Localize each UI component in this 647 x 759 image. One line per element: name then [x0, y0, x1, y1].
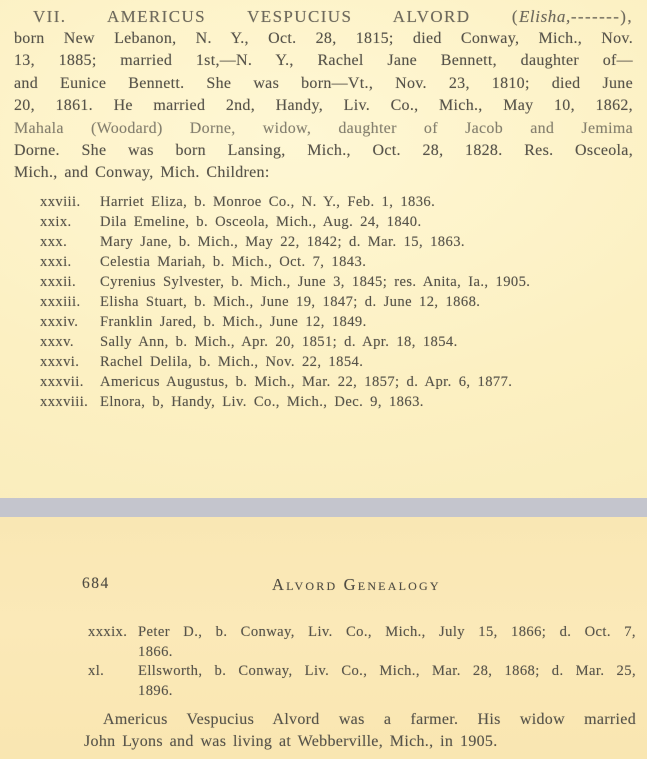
running-header: Alvord Genealogy: [272, 575, 441, 594]
paragraph-line: Americus Vespucius Alvord was a farmer. His widow married: [103, 711, 636, 728]
record-heading-prefix: VII. AMERICUS VESPUCIUS ALVORD (: [33, 7, 519, 26]
child-entry: [88, 662, 636, 701]
entry-line: Peter D., b. Conway, Liv. Co., Mich., July 15, 1866; d. Oct. 7,: [138, 624, 636, 640]
child-entry-text: Sally Ann, b. Mich., Apr. 20, 1851; d. Apr. 18, 1854.: [100, 334, 458, 350]
child-entry: [88, 623, 636, 662]
child-entry: [40, 272, 636, 292]
paragraph-line: 13, 1885; married 1st,—N. Y., Rachel Jane Bennett, daughter of—: [14, 52, 633, 70]
paragraph-line: Mich., and Conway, Mich. Children:: [14, 164, 270, 182]
child-entry-text: Cyrenius Sylvester, b. Mich., June 3, 1845; res. Anita, Ia., 1905.: [100, 274, 531, 290]
entry-line-continuation: 1866.: [138, 643, 173, 660]
child-roman-numeral: xxxix.: [88, 624, 128, 640]
child-roman-numeral: xxix.: [40, 214, 72, 230]
entry-line: Ellsworth, b. Conway, Liv. Co., Mich., Mar. 28, 1868; d. Mar. 25,: [138, 663, 636, 679]
page-number: 684: [82, 575, 110, 592]
record-heading-suffix: -------),: [570, 7, 633, 26]
child-entry-text: Elnora, b, Handy, Liv. Co., Mich., Dec. 9, 1863.: [100, 394, 424, 410]
child-entry-text: [138, 662, 636, 701]
paragraph-line: John Lyons and was living at Webberville, Mich., in 1905.: [84, 733, 498, 750]
child-entry: [40, 352, 636, 372]
child-entry-text: Franklin Jared, b. Mich., June 12, 1849.: [100, 314, 367, 330]
child-entry: [40, 312, 636, 332]
child-entry: [40, 212, 636, 232]
child-roman-numeral: xxxvi.: [40, 354, 80, 370]
child-entry: [40, 332, 636, 352]
child-roman-numeral: xxxviii.: [40, 394, 89, 410]
child-roman-numeral: xxxii.: [40, 274, 77, 290]
child-entry-text: Americus Augustus, b. Mich., Mar. 22, 1857; d. Apr. 6, 1877.: [100, 374, 513, 390]
child-roman-numeral: xxxv.: [40, 334, 74, 350]
children-list-continued: [88, 623, 636, 701]
child-entry-text: Rachel Delila, b. Mich., Nov. 22, 1854.: [100, 354, 364, 370]
child-roman-numeral: xxxiv.: [40, 314, 79, 330]
child-entry: [40, 192, 636, 212]
child-entry: [40, 292, 636, 312]
paragraph-line: Dorne. She was born Lansing, Mich., Oct. 28, 1828. Res. Osceola,: [14, 142, 633, 160]
child-entry: [40, 372, 636, 392]
entry-line-continuation: 1896.: [138, 682, 173, 699]
children-list: [40, 192, 636, 412]
child-entry-text: [138, 623, 636, 662]
child-roman-numeral: xxx.: [40, 234, 68, 250]
child-roman-numeral: xxxi.: [40, 254, 72, 270]
closing-paragraph: [84, 709, 636, 753]
record-heading-parent-italic: Elisha,: [518, 7, 571, 26]
child-entry-text: Harriet Eliza, b. Monroe Co., N. Y., Feb. 1, 1836.: [100, 194, 436, 210]
child-entry: [40, 232, 636, 252]
child-entry-text: Dila Emeline, b. Osceola, Mich., Aug. 24, 1840.: [100, 214, 422, 230]
paragraph-line: 20, 1861. He married 2nd, Handy, Liv. Co., Mich., May 10, 1862,: [14, 97, 633, 115]
paragraph-line: Mahala (Woodard) Dorne, widow, daughter of Jacob and Jemima: [14, 119, 633, 137]
child-roman-numeral: xxxiii.: [40, 294, 81, 310]
paragraph-line: born New Lebanon, N. Y., Oct. 28, 1815; died Conway, Mich., Nov.: [14, 30, 633, 47]
page-fragment-bottom: [0, 517, 647, 759]
child-entry-text: Elisha Stuart, b. Mich., June 19, 1847; d. June 12, 1868.: [100, 294, 481, 310]
child-roman-numeral: xxxvii.: [40, 374, 84, 390]
child-entry: [40, 252, 636, 272]
child-entry-text: Mary Jane, b. Mich., May 22, 1842; d. Mar. 15, 1863.: [100, 234, 465, 250]
page-divider: [0, 498, 647, 517]
child-entry: [40, 392, 636, 412]
child-entry-text: Celestia Mariah, b. Mich., Oct. 7, 1843.: [100, 254, 367, 270]
paragraph-line: and Eunice Bennett. She was born—Vt., Nov. 23, 1810; died June: [14, 74, 633, 92]
record-heading-line: [14, 5, 633, 28]
family-record-paragraph: [14, 5, 633, 185]
child-roman-numeral: xxviii.: [40, 194, 81, 210]
child-roman-numeral: xl.: [88, 663, 105, 679]
